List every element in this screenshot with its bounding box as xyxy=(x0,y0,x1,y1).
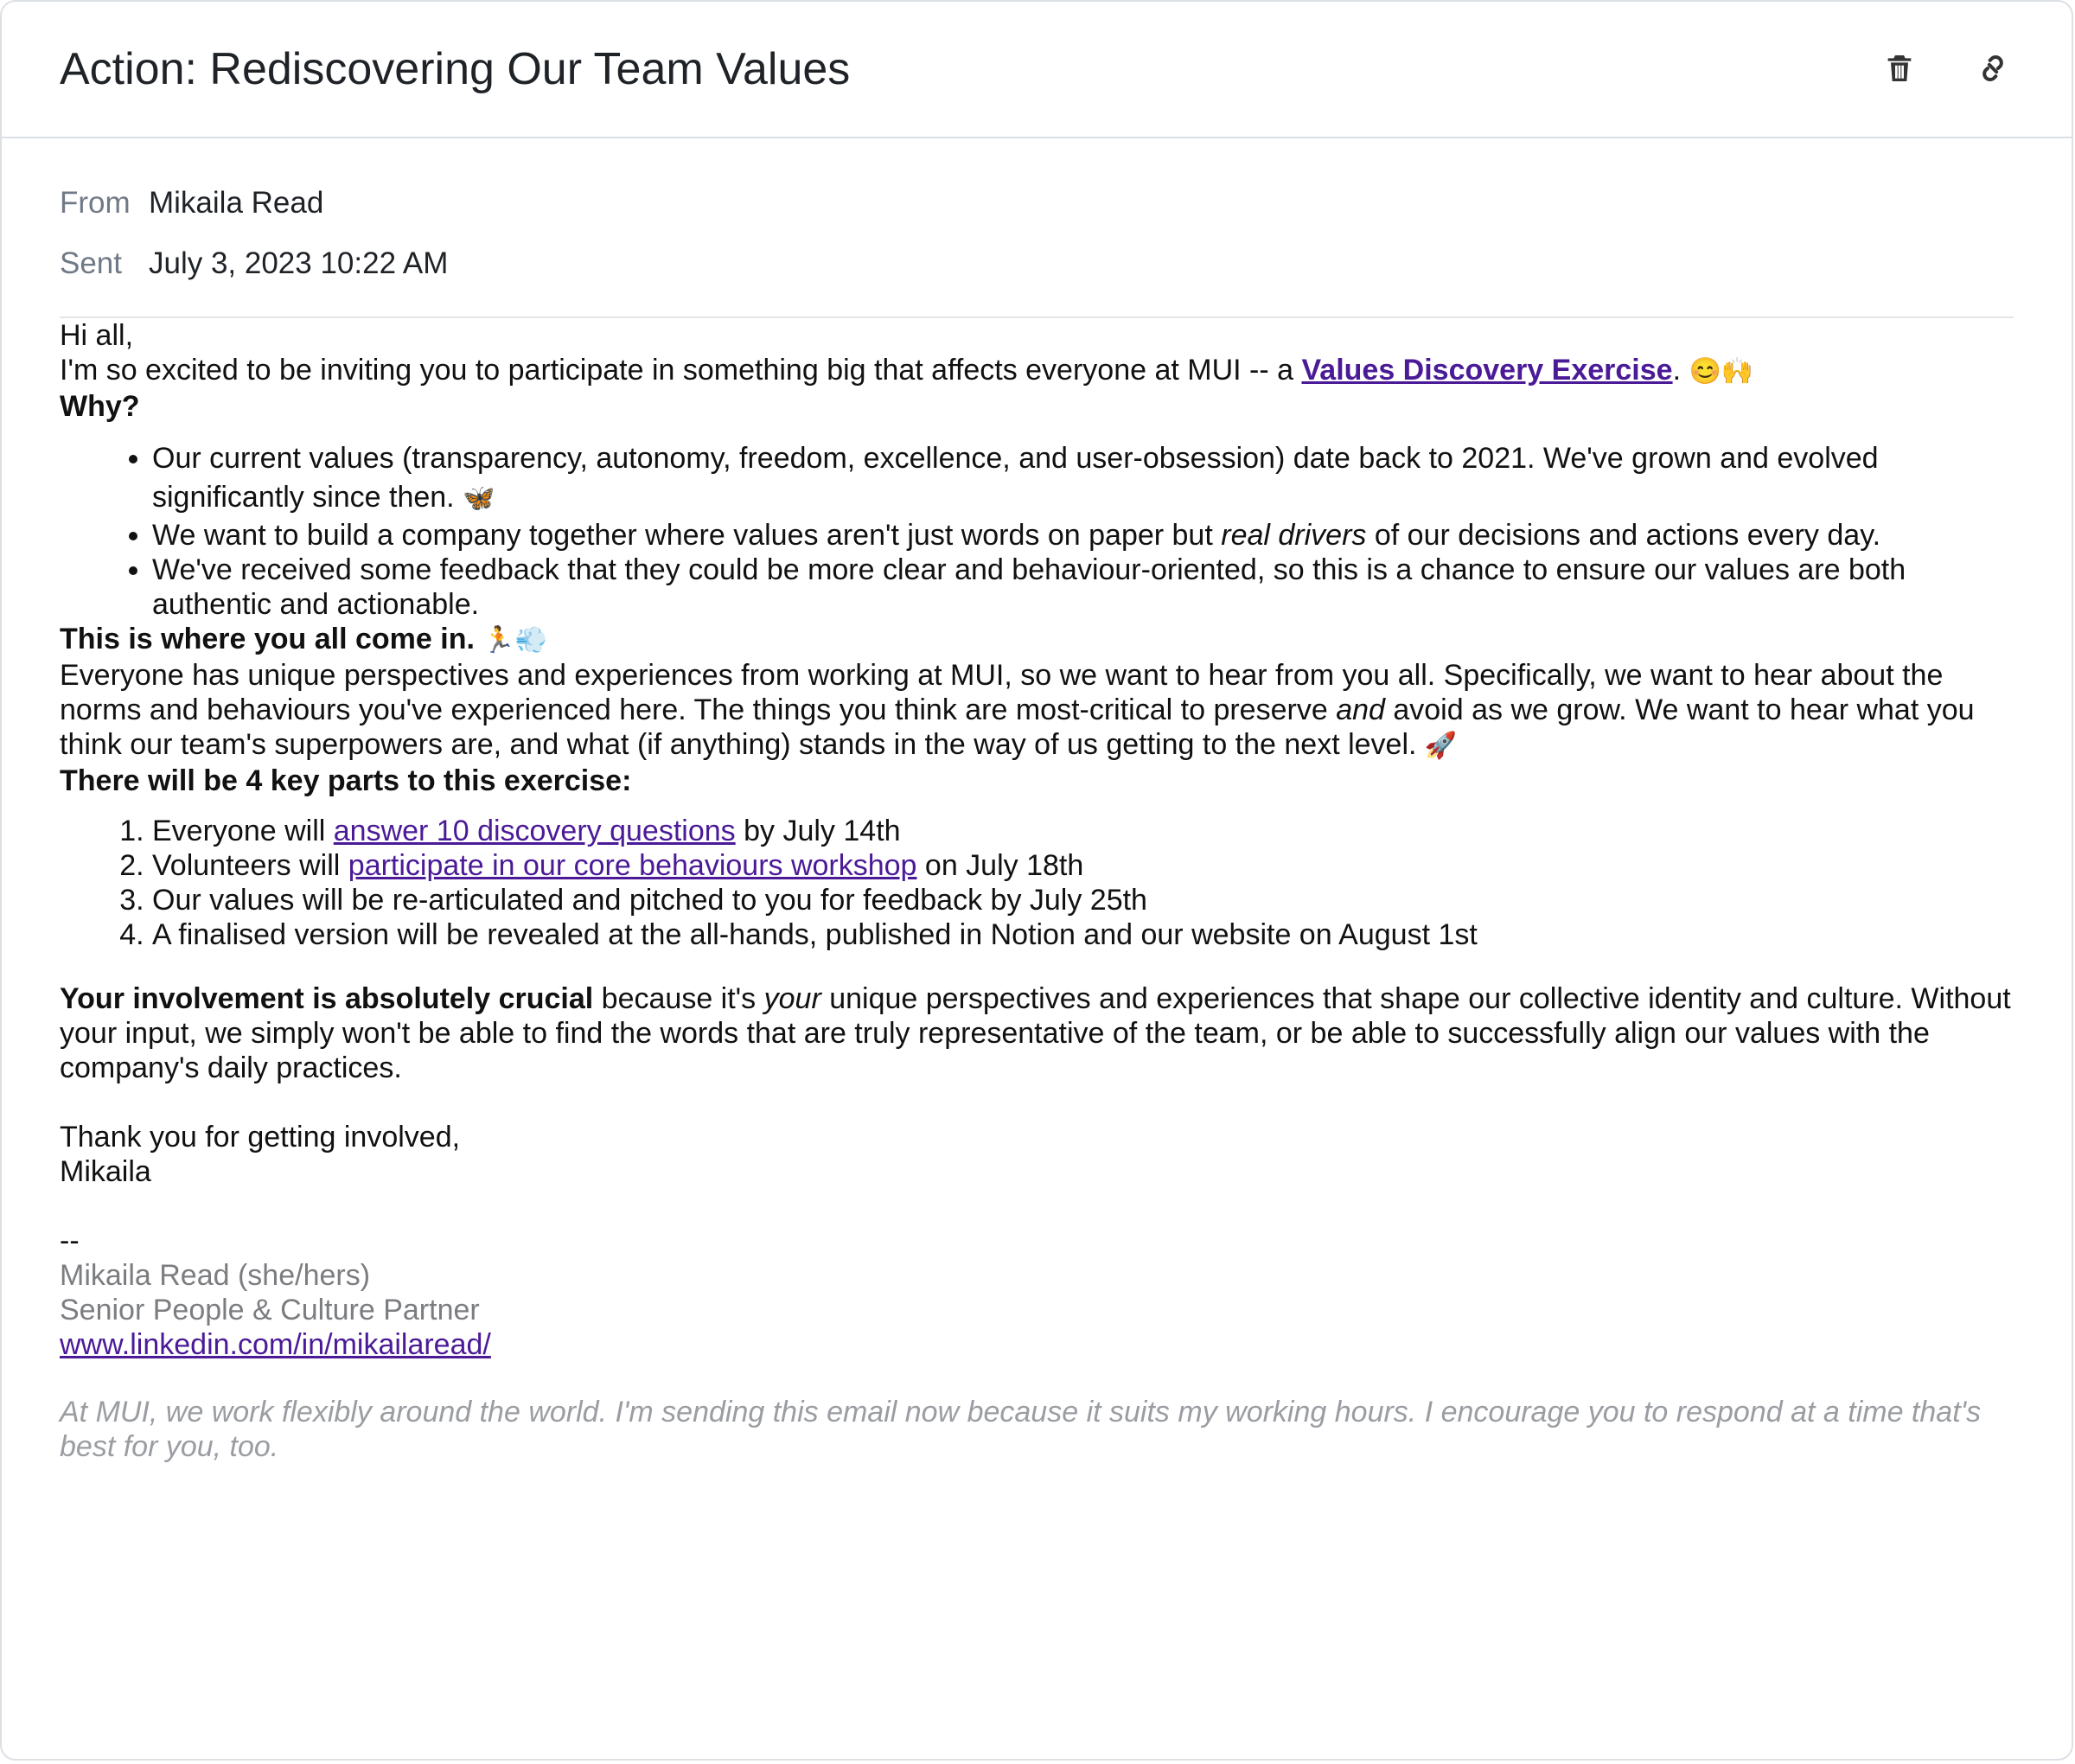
involvement-text-end: unique perspectives and experiences that shape our collective identity and culture. Without your input, we simply won't be able to find the words that are truly representative of the team, or be able to successfully align our values with the company's daily practices. xyxy=(60,982,2011,1084)
signature-link-line xyxy=(60,1327,2014,1362)
sent-value: July 3, 2023 10:22 AM xyxy=(149,246,449,280)
email-header xyxy=(2,2,2072,138)
bullet-text-end: of our decisions and actions every day. xyxy=(1366,519,1881,552)
sent-row xyxy=(60,233,2014,294)
list-item xyxy=(152,814,2014,848)
delete-button[interactable] xyxy=(1874,43,1925,93)
parts-heading: There will be 4 key parts to this exercise: xyxy=(60,764,632,797)
signature-name: Mikaila Read (she/hers) xyxy=(60,1259,371,1292)
come-in-text: This is where you all come in. xyxy=(60,623,475,655)
link-icon xyxy=(1976,51,2010,86)
list-item: 3. Our values will be re-articulated and pitched to you for feedback by July 25th xyxy=(152,883,2014,917)
discovery-questions-link[interactable]: answer 10 discovery questions xyxy=(333,815,736,847)
list-item: 4. A finalised version will be revealed at the all-hands, published in Notion and our website on August 1st xyxy=(152,917,2014,952)
list-item xyxy=(152,518,2014,553)
perspectives-text-end: avoid as we grow. We want to hear what you think our team's superpowers are, and what (if anything) stands in the way of us getting to the next level. xyxy=(60,693,1975,761)
bullet-text: We've received some feedback that they could be more clear and behaviour-oriented, so this is a chance to ensure our values are both authentic and actionable. xyxy=(152,553,1906,621)
footer-note: At MUI, we work flexibly around the world. I'm sending this email now because it suits my working hours. I encourage you to respond at a time that's best for you, too. xyxy=(60,1396,1982,1463)
involvement-italic: your xyxy=(763,982,821,1015)
perspectives-italic: and xyxy=(1336,693,1385,726)
from-row xyxy=(60,173,2014,233)
signature-title: Senior People & Culture Partner xyxy=(60,1294,480,1326)
from-value: Mikaila Read xyxy=(149,186,324,220)
step-text: Everyone will xyxy=(152,815,334,847)
workshop-link[interactable]: participate in our core behaviours workshop xyxy=(348,849,917,882)
trash-icon xyxy=(1882,51,1917,86)
bullet-italic: real drivers xyxy=(1221,519,1367,552)
thanks-line: Thank you for getting involved, xyxy=(60,1121,461,1154)
email-meta xyxy=(60,173,2014,294)
involvement-paragraph xyxy=(60,981,2014,1085)
smile-emoji: 😊🙌 xyxy=(1689,357,1754,386)
step-text-end: on July 18th xyxy=(916,849,1084,882)
intro-paragraph xyxy=(60,353,2014,389)
copy-link-button[interactable] xyxy=(1968,43,2018,93)
signature-separator: -- xyxy=(60,1224,80,1257)
list-item xyxy=(152,553,2014,622)
running-emoji: 🏃💨 xyxy=(482,626,548,655)
intro-text: I'm so excited to be inviting you to participate in something big that affects everyone at MUI -- a xyxy=(60,354,1302,387)
why-heading: Why? xyxy=(60,390,140,423)
sent-label: Sent xyxy=(60,246,122,280)
intro-end: . xyxy=(1672,354,1682,387)
values-discovery-link[interactable]: Values Discovery Exercise xyxy=(1301,354,1673,387)
list-item xyxy=(152,848,2014,883)
bullet-text: Our current values (transparency, autonomy, freedom, excellence, and user-obsession) date back to 2021. We've grown and evolved significantly since then. xyxy=(152,442,1879,514)
step-text: Volunteers will xyxy=(152,849,348,882)
why-list xyxy=(60,439,2014,622)
email-content xyxy=(60,138,2014,1464)
bullet-text: We want to build a company together where values aren't just words on paper but xyxy=(152,519,1222,552)
perspectives-paragraph xyxy=(60,658,2014,764)
step-text-end: by July 14th xyxy=(735,815,901,847)
parts-list xyxy=(60,814,2014,952)
greeting: Hi all, xyxy=(60,319,134,352)
linkedin-link[interactable]: www.linkedin.com/in/mikailaread/ xyxy=(60,1328,491,1361)
list-item xyxy=(152,439,2014,518)
involvement-text: because it's xyxy=(593,982,764,1015)
involvement-bold: Your involvement is absolutely crucial xyxy=(60,982,594,1015)
email-body xyxy=(60,318,2014,1464)
from-label: From xyxy=(60,186,131,220)
come-in-heading xyxy=(60,622,2014,658)
butterfly-emoji: 🦋 xyxy=(463,484,495,513)
rocket-emoji: 🚀 xyxy=(1424,732,1458,760)
signoff-name: Mikaila xyxy=(60,1155,151,1188)
email-subject: Action: Rediscovering Our Team Values xyxy=(60,44,851,94)
perspectives-text: Everyone has unique perspectives and experiences from working at MUI, so we want to hear from you all. Specifically, we want to hear about the norms and behaviours you've experienced here. The things you think are most-critical to preserve xyxy=(60,659,1944,726)
